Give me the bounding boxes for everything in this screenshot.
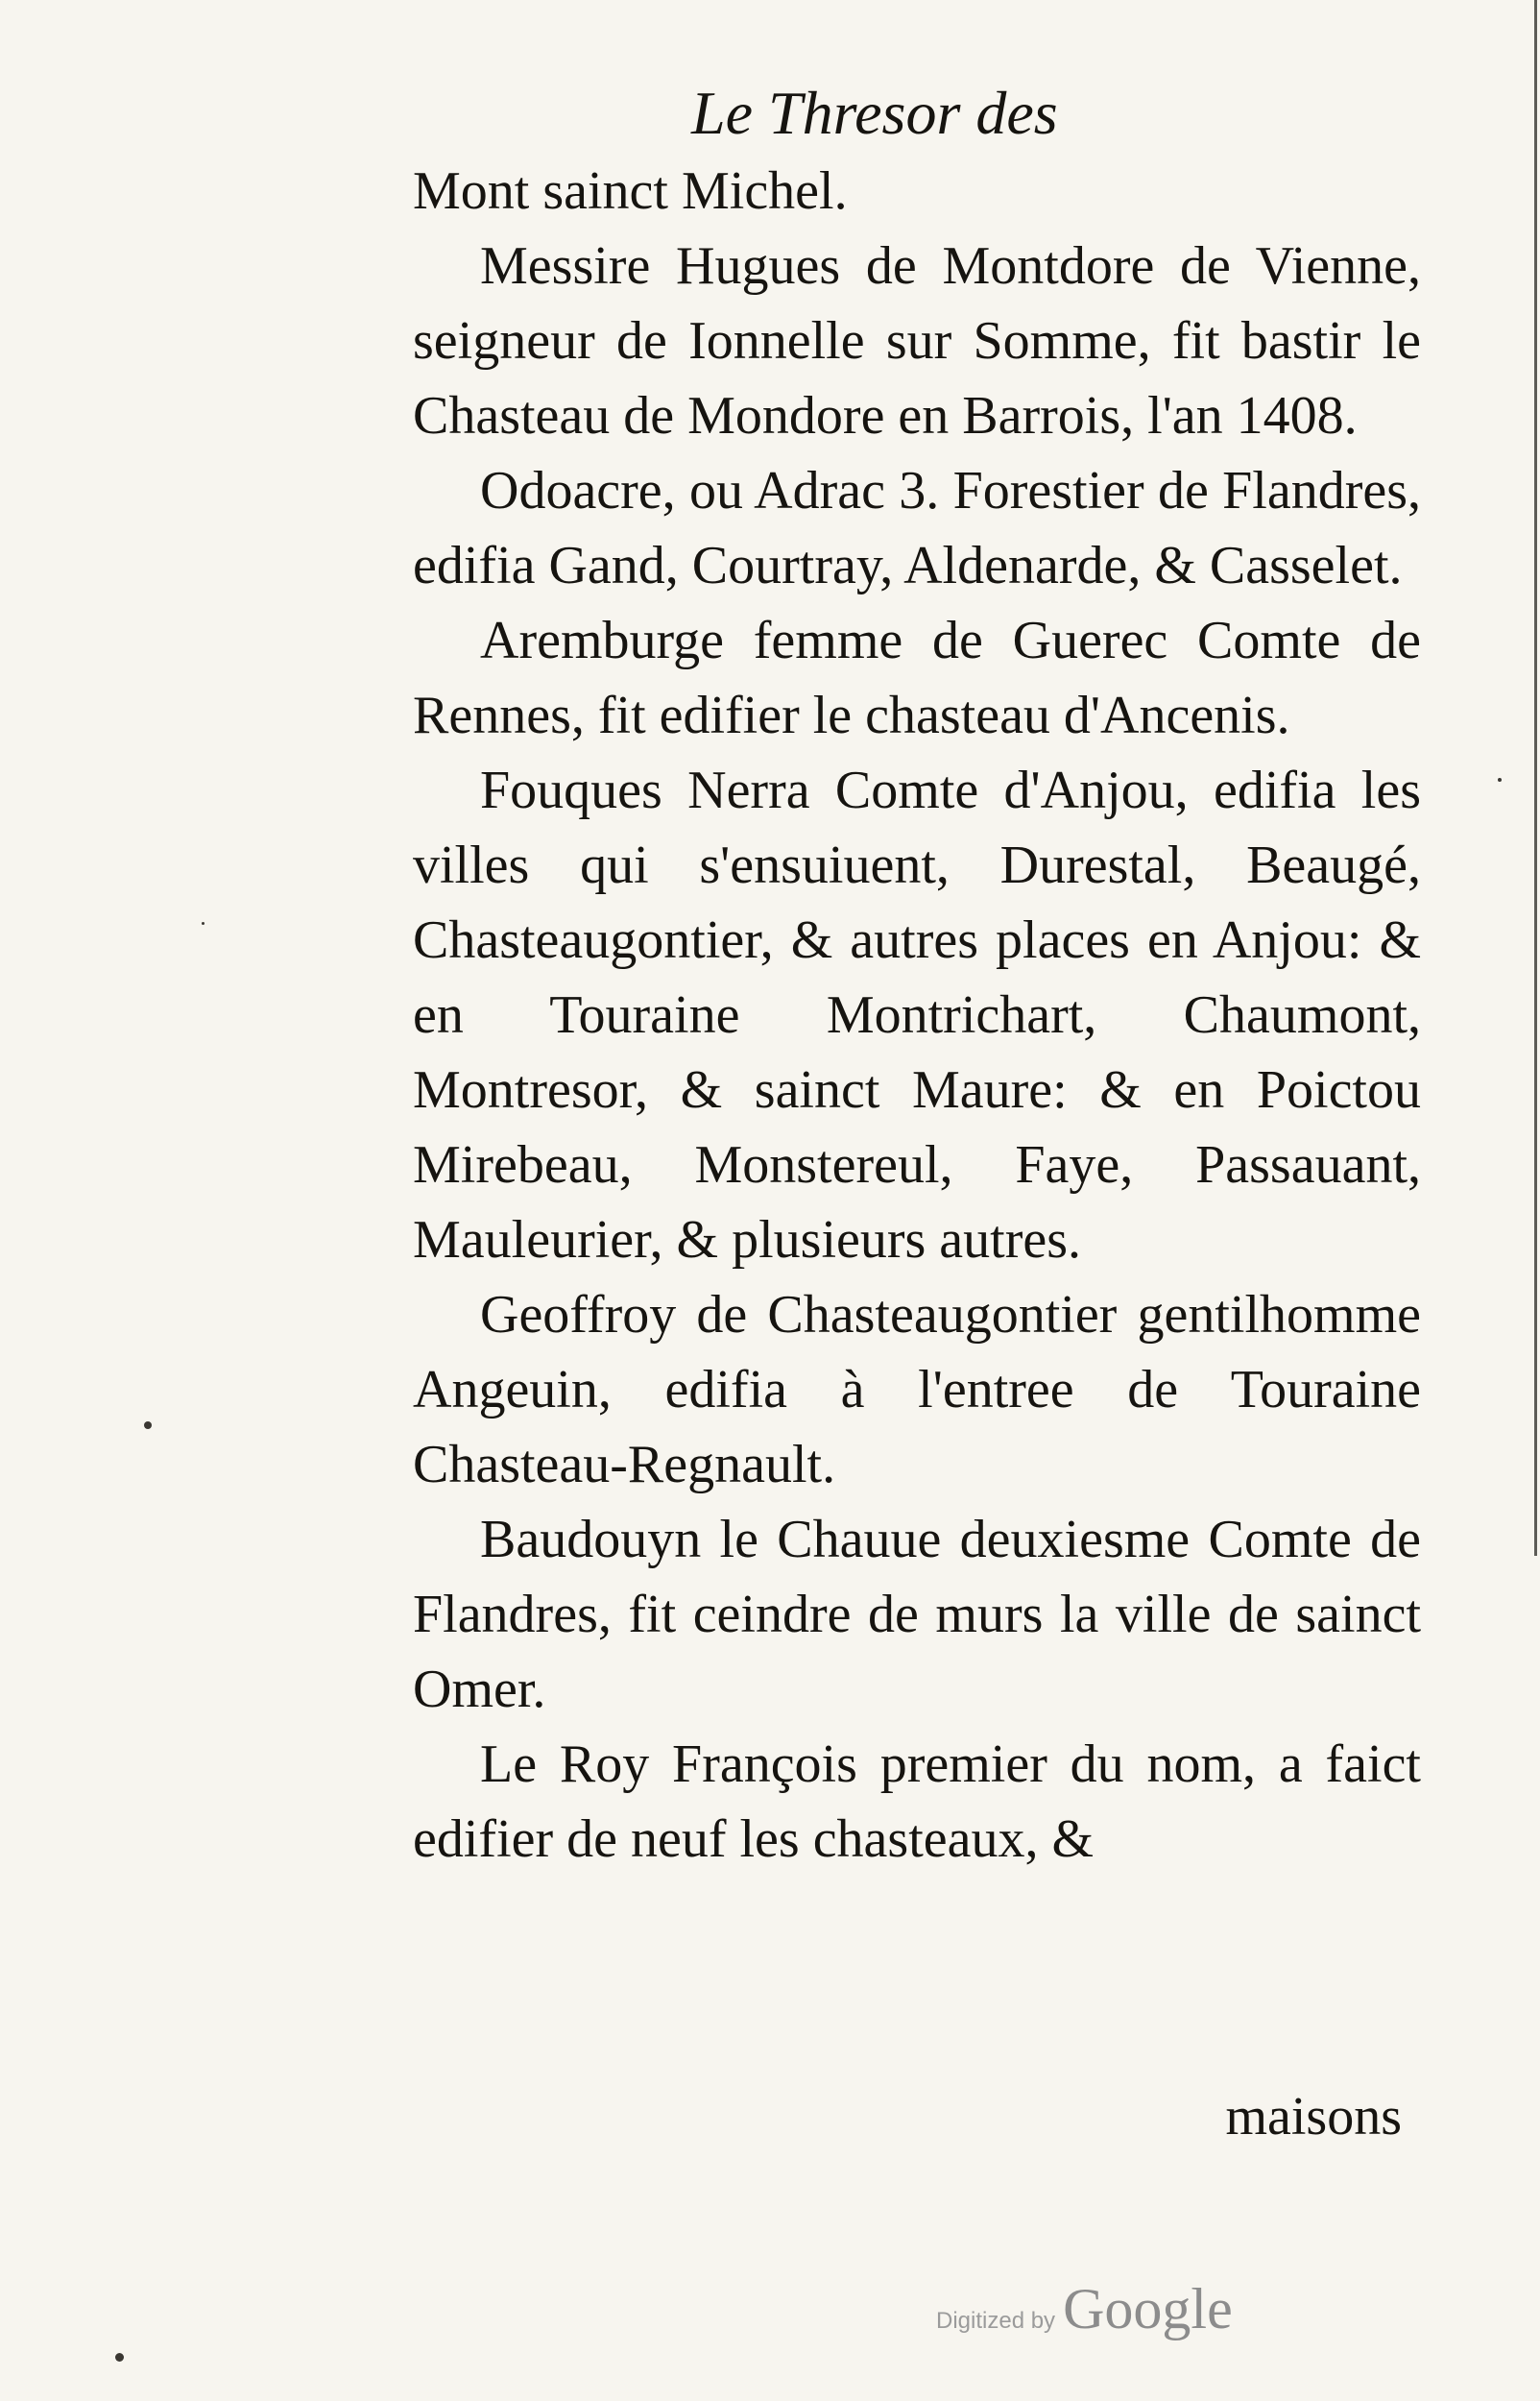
catchword: maisons xyxy=(1225,2087,1402,2146)
ink-speck xyxy=(202,922,205,925)
paragraph-1: Mont sainct Michel. xyxy=(413,161,848,221)
paragraph-8: Le Roy François premier du nom, a faict edifier de neuf les chasteaux, & xyxy=(413,1734,1421,1869)
ink-speck xyxy=(144,1421,152,1429)
paragraph-7: Baudouyn le Chauue deuxiesme Comte de Flandres, fit ceindre de murs la ville de sainct Omer. xyxy=(413,1510,1421,1719)
ink-speck xyxy=(1498,778,1502,782)
paragraph-2: Messire Hugues de Montdore de Vienne, seigneur de Ionnelle sur Somme, fit bastir le Chasteau de Mondore en Barrois, l'an 1408. xyxy=(413,236,1421,446)
watermark-small-text: Digitized by xyxy=(936,2308,1056,2334)
paragraph-5: Fouques Nerra Comte d'Anjou, edifia les villes qui s'ensuiuent, Durestal, Beaugé, Chasteaugontier, & autres places en Anjou: & en Touraine Montrichart, Chaumont, Montresor, & sainct Maure: & en Poictou Mirebeau, Monstereul, Faye, Passauant, Mauleurier, & plusieurs autres. xyxy=(413,761,1421,1270)
running-title: Le Thresor des xyxy=(691,79,1058,147)
body-text xyxy=(413,154,1421,1877)
watermark-logo-text: Google xyxy=(1063,2277,1233,2340)
page-edge-line xyxy=(1534,0,1537,1556)
ink-speck xyxy=(115,2353,124,2362)
paragraph-3: Odoacre, ou Adrac 3. Forestier de Flandres, edifia Gand, Courtray, Aldenarde, & Casselet. xyxy=(413,461,1421,595)
digitized-watermark xyxy=(936,2276,1243,2363)
paragraph-4: Aremburge femme de Guerec Comte de Rennes, fit edifier le chasteau d'Ancenis. xyxy=(413,611,1421,745)
paragraph-6: Geoffroy de Chasteaugontier gentilhomme Angeuin, edifia à l'entree de Touraine Chasteau-Regnault. xyxy=(413,1285,1421,1494)
